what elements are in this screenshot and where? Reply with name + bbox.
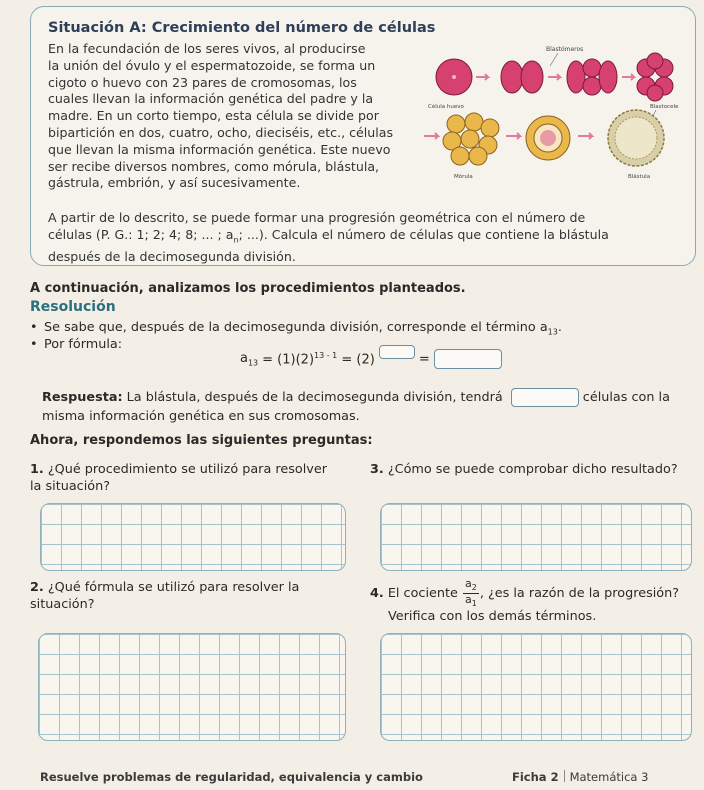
- arrow-icon: [476, 74, 488, 80]
- answer-line: Respuesta: La blástula, después de la decimosegunda división, tendrá células con la misma información genética en sus cromosomas.: [42, 390, 670, 424]
- label-morula: Mórula: [454, 174, 473, 180]
- bullet-icon: •: [30, 320, 38, 335]
- cell-four: [567, 59, 617, 95]
- formula-lhs: $a_{13}$: [240, 350, 259, 368]
- text-line: madre. En un corto tiempo, esta célula se divide por: [48, 108, 379, 124]
- text-line: células (P. G.: 1; 2; 4; 8; ... ; $a_n$; ...). Calcula el número de células que contiene la blástula: [48, 226, 609, 245]
- text-line: la unión del óvulo y el espermatozoide, se forma un: [48, 57, 376, 73]
- result-answer-box[interactable]: [434, 349, 502, 369]
- bullet-item: • Se sabe que, después de la decimosegunda división, corresponde el término $a_{13}$.: [30, 320, 562, 337]
- intermediate-cell: [526, 116, 570, 160]
- cell-two: [501, 61, 543, 93]
- question-2: 2. ¿Qué fórmula se utilizó para resolver la situación?: [30, 580, 300, 612]
- formula: [240, 349, 502, 369]
- equals-sign: =: [418, 351, 430, 367]
- question-4: 4. El cociente $\frac{a_2}{a_1}$ , ¿es la razón de la progresión? Verifica con los demás términos.: [370, 577, 680, 625]
- fraction-a2-over-a1: $\frac{a_2}{a_1}$: [464, 577, 477, 609]
- answer-grid-1[interactable]: [40, 503, 346, 571]
- cell-division-illustration: [424, 44, 694, 186]
- arrow-icon: [506, 133, 520, 139]
- text-line: que llevan la misma información genética. Este nuevo: [48, 141, 391, 157]
- arrow-icon: [578, 133, 592, 139]
- bullet-icon: •: [30, 337, 38, 352]
- situation-paragraph-2: [48, 210, 688, 266]
- questions-heading: Ahora, respondemos las siguientes preguntas:: [30, 433, 373, 448]
- footer-ficha: Ficha 2 Matemática 3: [512, 770, 649, 784]
- answer-grid-2[interactable]: [38, 633, 346, 741]
- exponent-answer-box[interactable]: [379, 345, 415, 359]
- text-line: ser recibe diversos nombres, como mórula, blástula,: [48, 158, 380, 174]
- cells-answer-box[interactable]: [511, 388, 579, 407]
- answer-grid-4[interactable]: [380, 633, 692, 741]
- cell-single: [436, 59, 472, 95]
- cell-eight: [637, 53, 673, 101]
- label-blastocele: Blastocele: [650, 104, 679, 110]
- question-1: 1. ¿Qué procedimiento se utilizó para resolver la situación?: [30, 462, 327, 494]
- label-blastomeros: Blastómeros: [546, 46, 584, 53]
- text-line: bipartición en dos, cuatro, ocho, dieciséis, etc., células: [48, 124, 394, 140]
- blastula: [608, 110, 664, 166]
- text-line: cigoto o huevo con 23 pares de cromosomas, los: [48, 74, 357, 90]
- footer-competency: Resuelve problemas de regularidad, equivalencia y cambio: [40, 770, 423, 784]
- situation-paragraph-1: [48, 41, 408, 192]
- text-line: cuales llevan la información genética del padre y la: [48, 91, 374, 107]
- text-line: A partir de lo descrito, se puede formar una progresión geométrica con el número de: [48, 210, 586, 225]
- morula: [443, 113, 499, 165]
- resolucion-heading: Resolución: [30, 299, 116, 315]
- formula-middle: = $(1)(2)^{13 - 1} = (2)$: [262, 350, 375, 368]
- text-line: gástrula, embrión, y así sucesivamente.: [48, 175, 301, 191]
- situation-title: Situación A: Crecimiento del número de células: [48, 20, 436, 36]
- bullet-item: • Por fórmula:: [30, 337, 123, 352]
- label-blastula: Blástula: [628, 174, 651, 180]
- pointer-line: [550, 53, 558, 66]
- arrow-icon: [622, 74, 634, 80]
- arrow-icon: [424, 133, 438, 139]
- answer-grid-3[interactable]: [380, 503, 692, 571]
- text-line: En la fecundación de los seres vivos, al producirse: [48, 41, 366, 56]
- question-3: 3. ¿Cómo se puede comprobar dicho resultado?: [370, 462, 678, 477]
- label-celula-huevo: Célula huevo: [428, 104, 464, 110]
- arrow-icon: [548, 74, 560, 80]
- text-line: después de la decimosegunda división.: [48, 249, 296, 265]
- intro-text: A continuación, analizamos los procedimientos planteados.: [30, 281, 466, 296]
